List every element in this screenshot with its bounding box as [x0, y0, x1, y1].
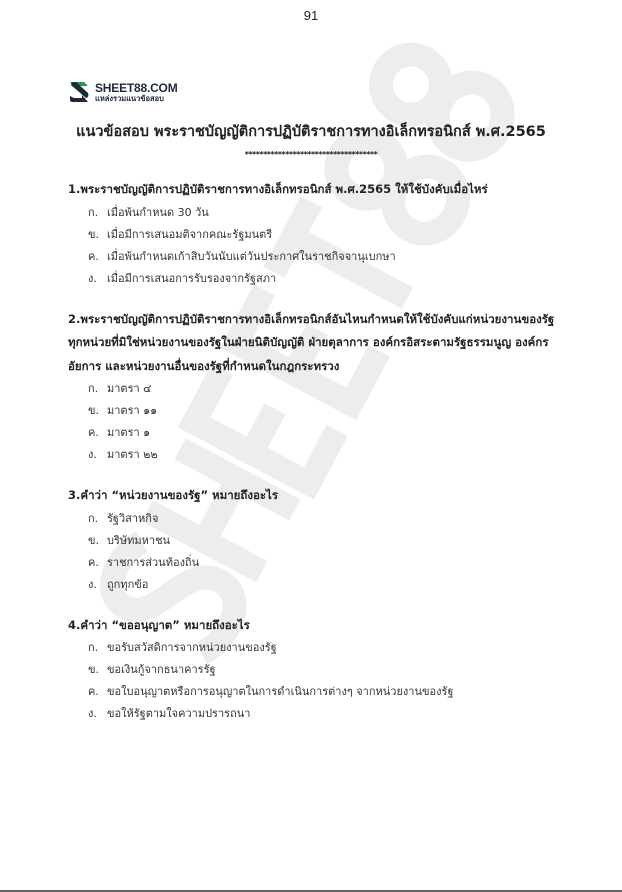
option-text: เมื่อมีการเสนอการรับรองจากรัฐสภา [107, 271, 277, 285]
option [68, 378, 558, 400]
question-3 [68, 484, 558, 596]
question-4 [68, 614, 558, 726]
option-letter: ก. [88, 205, 99, 219]
option [68, 552, 558, 574]
logo-tagline: แหล่งรวมแนวข้อสอบ [95, 93, 164, 103]
option-letter: ก. [88, 641, 99, 654]
question-text: 4.คำว่า “ขออนุญาต” หมายถึงอะไร [68, 617, 250, 632]
option [68, 681, 558, 703]
option-text: ขอให้รัฐตามใจความปรารถนา [107, 707, 251, 720]
option-text: ราชการส่วนท้องถิ่น [107, 555, 200, 569]
option-text: รัฐวิสาหกิจ [107, 511, 159, 525]
document-title: แนวข้อสอบ พระราชบัญญัติการปฏิบัติราชการทางอิเล็กทรอนิกส์ พ.ศ.2565 [76, 124, 546, 140]
option-letter: ง. [88, 577, 97, 591]
option-letter: ก. [88, 511, 99, 525]
option-text: มาตรา ๑ [107, 426, 151, 439]
option-letter: ก. [88, 382, 99, 395]
option [68, 508, 558, 530]
option-letter: ค. [88, 555, 99, 569]
question-2 [68, 308, 558, 467]
option-letter: ง. [88, 271, 97, 285]
option-text: บริษัทมหาชน [107, 533, 171, 547]
document-body [68, 120, 558, 725]
separator: ************************************ [244, 150, 378, 159]
option-text: เมื่อมีการเสนอมติจากคณะรัฐมนตรี [107, 227, 273, 241]
option-letter: ค. [88, 249, 99, 263]
option-text: ขอเงินกู้จากธนาคารรัฐ [107, 663, 216, 676]
option [68, 268, 558, 290]
option [68, 224, 558, 246]
option-letter: ง. [88, 448, 97, 461]
option [68, 246, 558, 268]
option [68, 400, 558, 422]
option [68, 659, 558, 681]
option-text: ขอใบอนุญาตหรือการอนุญาตในการดำเนินการต่างๆ จากหน่วยงานของรัฐ [107, 685, 454, 698]
question-text: 3.คำว่า “หน่วยงานของรัฐ” หมายถึงอะไร [68, 488, 279, 502]
option-letter: ค. [88, 426, 99, 439]
option-text: ถูกทุกข้อ [107, 577, 149, 591]
page-number: 91 [303, 8, 319, 23]
option-text: เมื่อพ้นกำหนด 30 วัน [107, 205, 209, 219]
option [68, 530, 558, 552]
option [68, 703, 558, 725]
option-letter: ง. [88, 707, 97, 720]
option-letter: ข. [88, 227, 100, 241]
option-text: ขอรับสวัสดิการจากหน่วยงานของรัฐ [107, 641, 277, 654]
option [68, 444, 558, 466]
option-letter: ข. [88, 404, 100, 417]
option-text: เมื่อพ้นกำหนดเก้าสิบวันนับแต่วันประกาศในราชกิจจานุเบกษา [107, 249, 396, 263]
option-text: มาตรา ๑๑ [107, 404, 158, 417]
option [68, 422, 558, 444]
question-text: 1.พระราชบัญญัติการปฏิบัติราชการทางอิเล็กทรอนิกส์ พ.ศ.2565 ให้ใช้บังคับเมื่อไหร่ [68, 182, 488, 196]
option-letter: ข. [88, 533, 100, 547]
option-text: มาตรา ๔ [107, 382, 152, 395]
question-1 [68, 178, 558, 290]
question-text: 2.พระราชบัญญัติการปฏิบัติราชการทางอิเล็กทรอนิกส์อันไหนกำหนดให้ใช้บังคับแก่หน่วยงานของรัฐทุกหน่วยที่มิใช่หน่วยงานของรัฐในฝ่ายนิติบัญญัติ ฝ่ายตุลาการ องค์กรอิสระตามรัฐธรรมนูญ องค์กรอัยการ และหน่วยงานอื่นของรัฐที่กำหนดในกฎกระทรวง [68, 311, 555, 373]
logo-brand: SHEET88.COM [95, 80, 178, 95]
option-letter: ข. [88, 663, 100, 676]
option [68, 202, 558, 224]
option [68, 574, 558, 596]
sheet88-logo-icon [68, 80, 90, 104]
option [68, 637, 558, 659]
logo [68, 80, 178, 104]
option-letter: ค. [88, 685, 99, 698]
option-text: มาตรา ๒๒ [107, 448, 158, 461]
